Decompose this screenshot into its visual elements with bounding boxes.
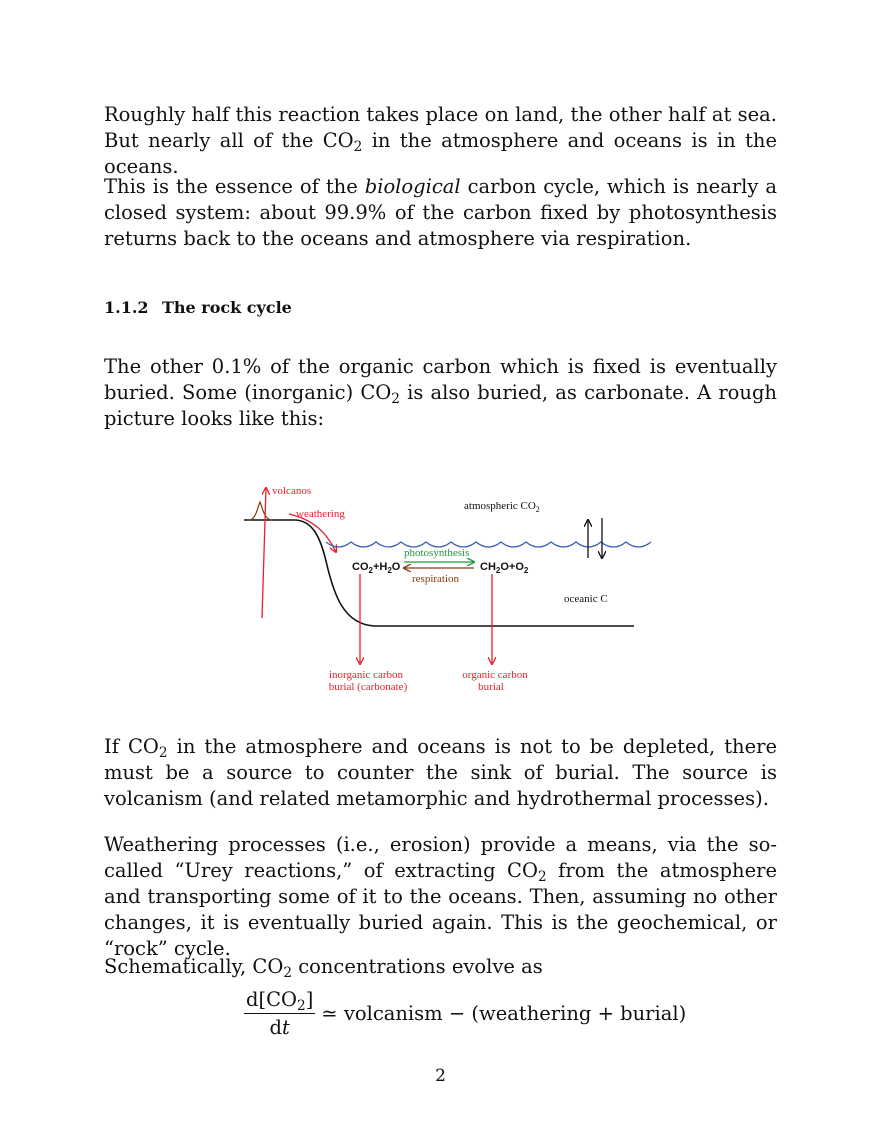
subscript: 2	[537, 869, 547, 886]
reactants-label	[352, 561, 401, 575]
atmospheric-co2-label	[464, 500, 540, 514]
fraction	[244, 988, 315, 1039]
rock-cycle-figure	[234, 476, 654, 696]
paragraph-5	[104, 832, 777, 962]
text: is also buried, as carbonate. A rough picture looks like this:	[104, 381, 777, 430]
paragraph-2	[104, 174, 777, 252]
text: carbon cycle, which is nearly a closed system: about 99.9% of the carbon fixed by photosynthesis returns back to the oceans and atmosphere via respiration.	[104, 175, 778, 250]
equation-rhs: ≃ volcanism − (weathering + burial)	[321, 1002, 687, 1025]
text: ]	[305, 988, 314, 1011]
organic-burial-label-2: burial	[478, 681, 504, 693]
text: Roughly half this reaction takes place on land, the other half at sea. But nearly all of the CO	[104, 103, 777, 152]
subscript: 2	[523, 566, 529, 575]
paragraph-6	[104, 954, 777, 980]
text: Schematically, CO	[104, 955, 284, 978]
subscript: 2	[391, 391, 400, 408]
subscript: 2	[158, 745, 168, 762]
weathering-label: weathering	[296, 508, 345, 520]
denominator	[269, 1014, 289, 1039]
subscript: 2	[495, 566, 501, 575]
text: d	[269, 1016, 282, 1039]
text: in the atmosphere and oceans is not to be depleted, there must be a source to counter the sink of burial. The source is volcanism (and related metamorphic and hydrothermal processes).	[104, 735, 778, 810]
variable: t	[281, 1016, 290, 1039]
rock-cycle-diagram	[234, 476, 654, 696]
text: atmospheric CO	[464, 500, 536, 512]
inorganic-burial-label-2: burial (carbonate)	[328, 681, 408, 693]
text: CH	[480, 561, 496, 573]
volcanos-label: volcanos	[272, 485, 312, 497]
text: The other 0.1% of the organic carbon which is fixed is eventually buried. Some (inorganic) CO	[104, 355, 777, 404]
subscript: 2	[368, 566, 373, 575]
text: CO	[352, 561, 369, 573]
volcano-arrow	[262, 488, 266, 618]
subscript: 2	[535, 505, 540, 514]
text: If CO	[104, 735, 159, 758]
paragraph-1	[104, 102, 777, 180]
emphasis: biological	[364, 175, 461, 198]
text: Weathering processes (i.e., erosion) provide a means, via the so-called “Urey reactions,” of extracting CO	[104, 833, 777, 882]
co2-evolution-equation	[244, 988, 686, 1039]
products-label	[480, 561, 529, 575]
photosynthesis-label: photosynthesis	[404, 547, 470, 559]
page-number: 2	[435, 1066, 446, 1086]
text: +H	[372, 561, 388, 573]
text: concentrations evolve as	[292, 955, 543, 978]
text: O	[391, 561, 401, 573]
section-heading	[104, 298, 292, 317]
inorganic-burial-label-1: inorganic carbon	[328, 669, 404, 681]
text: d[CO	[246, 988, 297, 1011]
organic-burial-label-1: organic carbon	[462, 669, 528, 681]
text: from the atmosphere and transporting some of it to the oceans. Then, assuming no other changes, it is eventually buried again. This is the geochemical, or “rock” cycle.	[104, 859, 777, 960]
respiration-label: respiration	[412, 573, 460, 585]
numerator	[244, 988, 315, 1014]
subscript: 2	[353, 139, 363, 156]
text: This is the essence of the	[104, 175, 365, 198]
section-title: The rock cycle	[162, 298, 292, 317]
subscript: 2	[387, 566, 392, 575]
subscript: 2	[283, 965, 293, 982]
text: O+O	[500, 561, 524, 573]
subscript: 2	[297, 998, 306, 1015]
volcano-bump	[249, 502, 272, 520]
text: in the atmosphere and oceans is in the oceans.	[104, 129, 778, 178]
paragraph-4	[104, 734, 777, 812]
section-number: 1.1.2	[104, 298, 149, 317]
paragraph-3	[104, 354, 777, 432]
oceanic-c-label: oceanic C	[564, 593, 608, 605]
